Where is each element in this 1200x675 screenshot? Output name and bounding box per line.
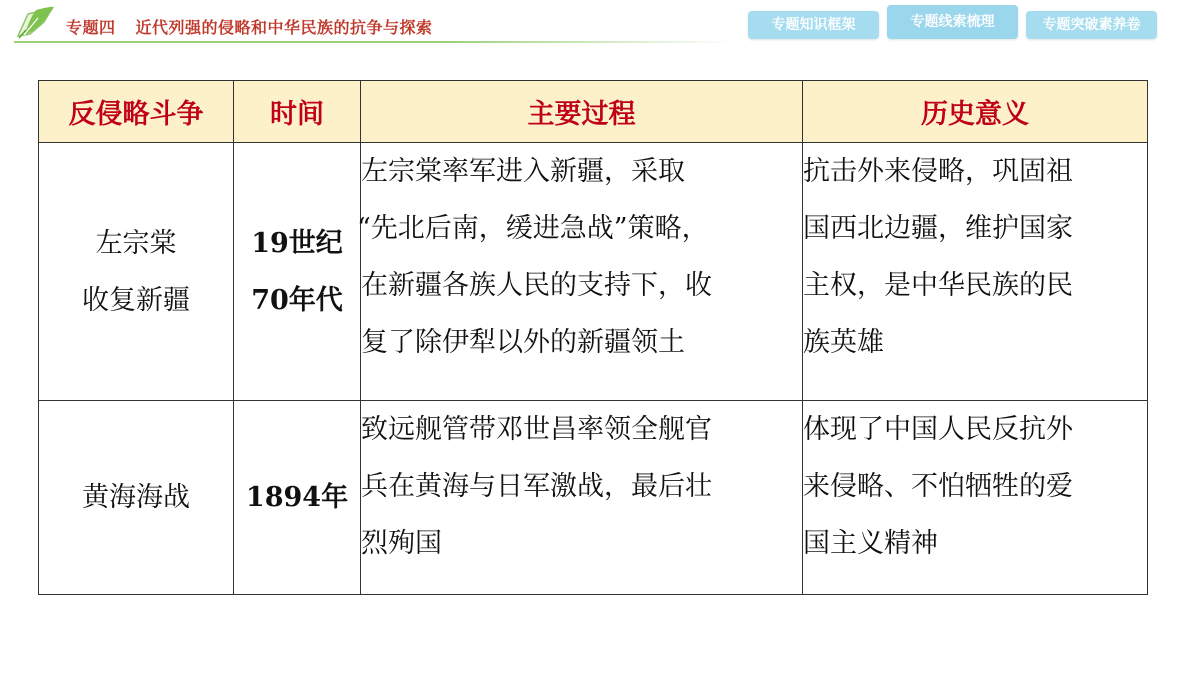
process-cell [361,401,803,595]
topic-title: 近代列强的侵略和中华民族的抗争与探索 [135,18,433,37]
time-line: 1894年 [245,482,349,513]
header-divider [14,41,734,43]
page-header [0,0,1200,52]
topic-label: 专题四 [66,18,116,37]
process-line: “先北后南，缓进急战”策略， [357,213,709,244]
table-header-row [39,81,1148,143]
column-header-significance: 历史意义 [803,81,1148,143]
struggle-cell [39,401,234,595]
significance-line: 抗击外来侵略，巩固祖 [803,156,1073,187]
column-header-process: 主要过程 [361,81,803,143]
significance-line: 体现了中国人民反抗外 [803,414,1073,445]
process-line: 兵在黄海与日军激战，最后壮 [361,471,712,502]
process-line: 致远舰管带邓世昌率领全舰官 [361,414,712,445]
process-line: 左宗棠率军进入新疆，采取 [361,156,685,187]
table-row [39,401,1148,595]
significance-line: 来侵略、不怕牺牲的爱 [803,471,1073,502]
struggle-cell [39,143,234,401]
process-line: 在新疆各族人民的支持下，收 [361,270,712,301]
column-header-struggle: 反侵略斗争 [39,81,234,143]
header-title [66,15,433,38]
process-line: 烈殉国 [361,528,442,559]
history-table [38,80,1148,595]
nav-clue-sorting-button[interactable]: 专题线索梳理 [887,5,1018,39]
feather-pen-icon [14,4,56,40]
nav-knowledge-framework-button[interactable]: 专题知识框架 [748,11,879,39]
struggle-line: 左宗棠 [95,227,177,259]
process-cell [357,143,803,401]
significance-cell [803,143,1148,401]
time-cell [234,143,361,401]
significance-cell [803,401,1148,595]
struggle-line: 黄海海战 [82,482,190,513]
significance-line: 主权，是中华民族的民 [803,270,1073,301]
column-header-time: 时间 [234,81,361,143]
table-row [39,143,1148,401]
significance-line: 国西北边疆，维护国家 [803,213,1073,244]
time-cell [234,401,361,595]
nav-breakthrough-button[interactable]: 专题突破素养卷 [1026,11,1157,39]
time-line: 19世纪 [251,227,343,259]
significance-line: 国主义精神 [803,528,938,559]
time-line: 70年代 [251,284,343,316]
significance-line: 族英雄 [803,327,884,358]
struggle-line: 收复新疆 [82,284,190,316]
process-line: 复了除伊犁以外的新疆领土 [361,327,685,358]
